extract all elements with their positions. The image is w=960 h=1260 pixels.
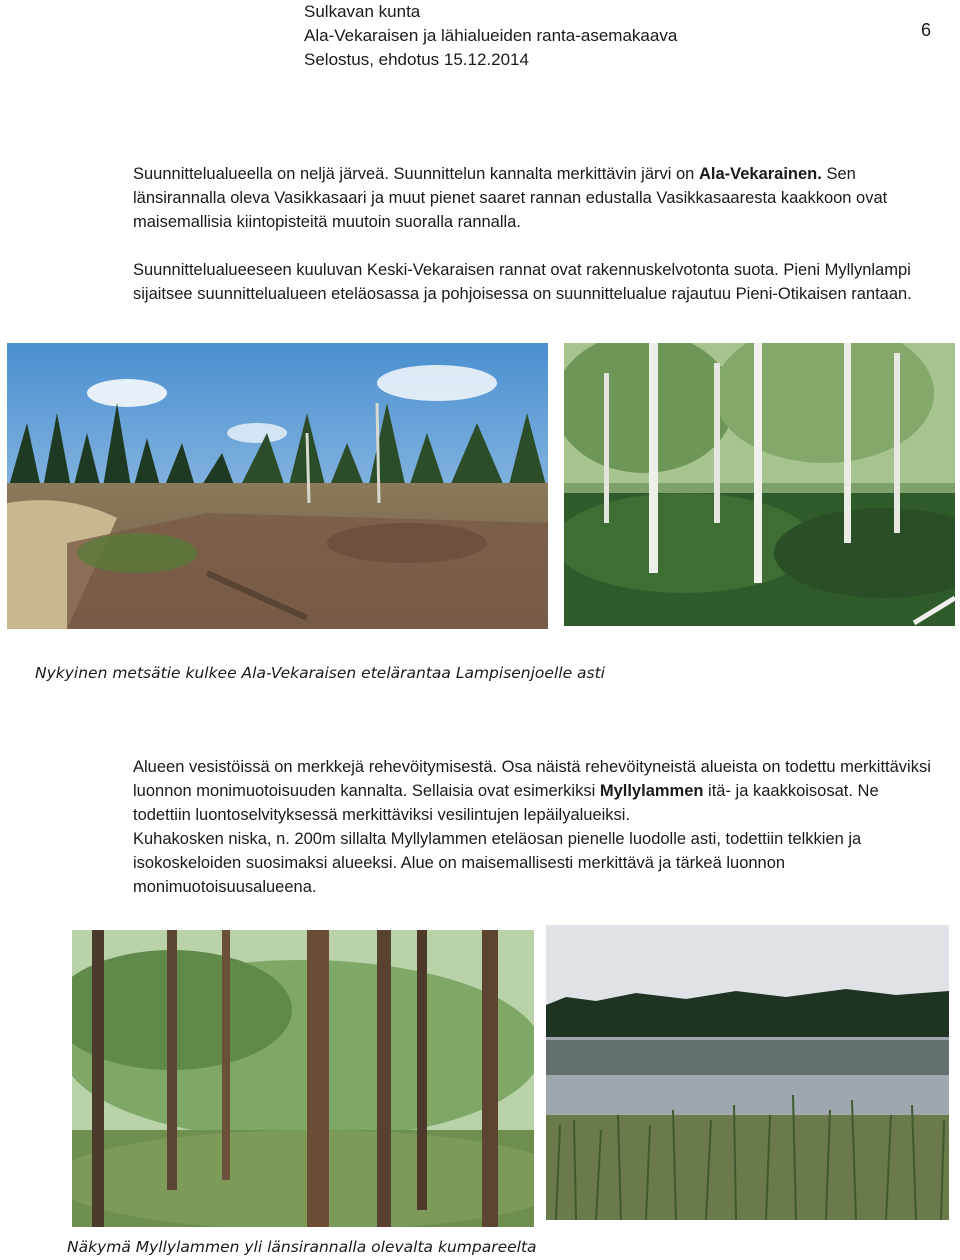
paragraph-text: Suunnittelualueella on neljä järveä. Suunnittelun kannalta merkittävin järvi on bbox=[133, 165, 699, 183]
header-municipality: Sulkavan kunta bbox=[304, 2, 421, 21]
paragraph-text: Alueen vesistöissä on merkkejä rehevöitymisestä. Osa näistä rehevöityneistä alueista on todettu merkittäviksi luonnon monimuotoisuuden kannalta. Sellaisia ovat esimerkiksi bbox=[133, 758, 931, 800]
paragraph-bold-lake-name: Myllylammen bbox=[599, 782, 704, 800]
header-plan-name: Ala-Vekaraisen ja lähialueiden ranta-asemakaava bbox=[304, 26, 678, 45]
paragraph-text: Kuhakosken niska, n. 200m sillalta Myllylammen eteläosan pienelle luodolle asti, todettiin telkkien ja isokoskeloiden suosimaksi alueeksi. Alue on maisemallisesti merkittävä ja tärkeä luonnon monimuotoisuusalueena. bbox=[133, 830, 862, 896]
header-document-status: Selostus, ehdotus 15.12.2014 bbox=[304, 50, 529, 69]
photo-pine-forest bbox=[72, 930, 534, 1227]
paragraph-shores: Suunnittelualueeseen kuuluvan Keski-Vekaraisen rannat ovat rakennuskelvotonta suota. Pieni Myllynlampi sijaitsee suunnittelualueen eteläosassa ja pohjoisessa on suunnittelualue rajautuu Pieni-Otikaisen rantaan. bbox=[133, 261, 912, 303]
photo-birch-forest bbox=[564, 343, 955, 626]
photo-clearcut-forest-road bbox=[7, 343, 548, 629]
photo-lake-view bbox=[546, 925, 949, 1220]
paragraph-lakes bbox=[133, 162, 933, 234]
paragraph-bold-lake-name: Ala-Vekarainen. bbox=[698, 165, 822, 183]
photo-caption-lake-view: Näkymä Myllylammen yli länsirannalla olevalta kumpareelta bbox=[67, 1238, 537, 1256]
document-header bbox=[304, 0, 677, 72]
paragraph-text: Sen länsirannalla oleva Vasikkasaari ja muut pienet saaret rannan edustalla Vasikkasaaresta kaakkoon ovat maisemallisia kiintopisteitä muutoin suoralla rannalla. bbox=[133, 165, 888, 231]
paragraph-text: itä- ja kaakkoisosat. Ne todettiin luontoselvityksessä merkittäviksi vesilintujen lepäilyalueiksi. bbox=[133, 782, 879, 824]
paragraph-eutrophication bbox=[133, 755, 933, 899]
page-number: 6 bbox=[921, 20, 932, 40]
photo-caption-forest-road: Nykyinen metsätie kulkee Ala-Vekaraisen etelärantaa Lampisenjoelle asti bbox=[35, 664, 605, 682]
